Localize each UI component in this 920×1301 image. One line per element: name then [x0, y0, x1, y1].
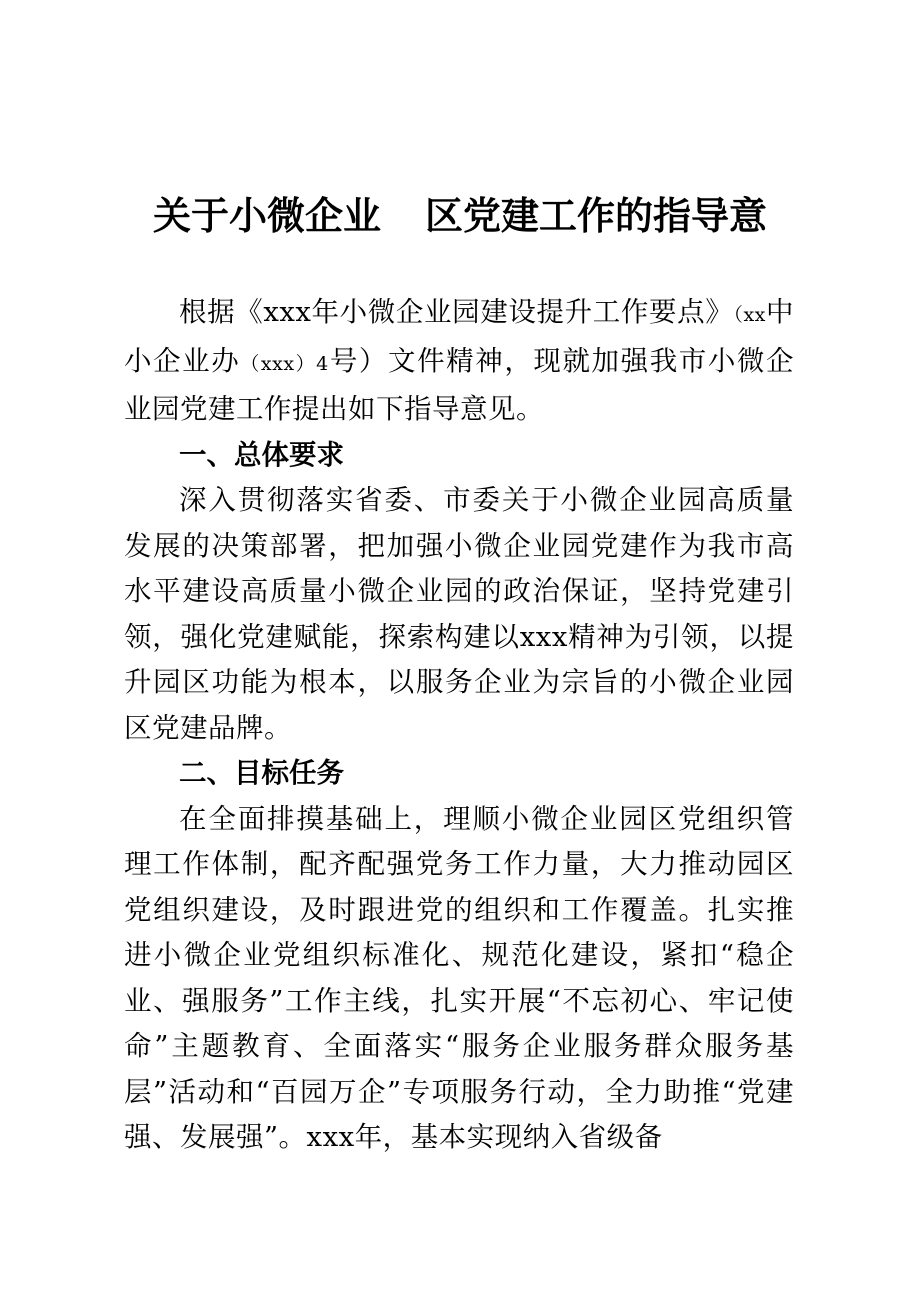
intro-text-2: 中小企业办: [124, 296, 795, 377]
document-title-part-2: 区党建工作的指导意: [425, 194, 768, 238]
document-body: [124, 290, 794, 1161]
intro-text-1: 根据《xxx年小微企业园建设提升工作要点》: [179, 296, 734, 328]
intro-text-3: 号）文件精神，现就加强我市小微企业园党建工作提出如下指导意见。: [124, 344, 794, 425]
intro-paren-open: （xx: [733, 304, 766, 326]
intro-doc-number: （xxx）4: [240, 352, 329, 375]
section-paragraph-overall-requirements: 深入贯彻落实省委、市委关于小微企业园高质量发展的决策部署，把加强小微企业园党建作为我市高水平建设高质量小微企业园的政治保证，坚持党建引领，强化党建赋能，探索构建以xxx精神为引领，以提升园区功能为根本，以服务企业为宗旨的小微企业园区党建品牌。: [124, 484, 794, 744]
document-title-part-1: 关于小微企业: [152, 194, 381, 238]
document-title: [0, 188, 920, 244]
section-paragraph-objectives: 在全面排摸基础上，理顺小微企业园区党组织管理工作体制，配齐配强党务工作力量，大力推动园区党组织建设，及时跟进党的组织和工作覆盖。扎实推进小微企业党组织标准化、规范化建设，紧扣“稳企业、强服务”工作主线，扎实开展“不忘初心、牢记使命”主题教育、全面落实“服务企业服务群众服务基层”活动和“百园万企”专项服务行动，全力助推“党建强、发展强”。xxx年，基本实现纳入省级备: [124, 802, 794, 1153]
intro-paragraph: [124, 290, 794, 433]
section-heading-overall-requirements: 一、总体要求: [179, 438, 344, 471]
section-heading-objectives: 二、目标任务: [179, 757, 344, 789]
